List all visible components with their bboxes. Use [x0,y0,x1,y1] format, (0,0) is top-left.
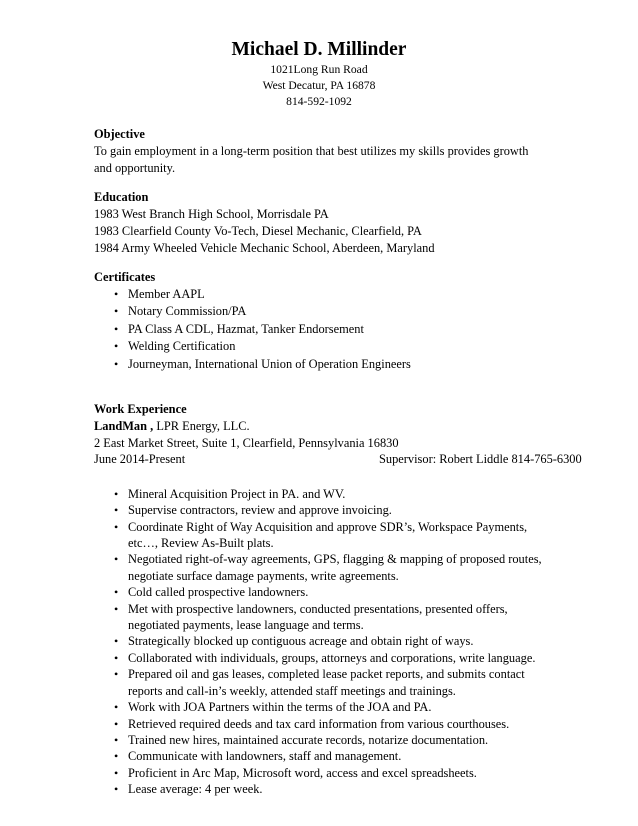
certificate-item: • Journeyman, International Union of Operation Engineers [94,356,638,372]
certificate-item: • Welding Certification [94,338,638,354]
certificate-item: • PA Class A CDL, Hazmat, Tanker Endorsement [94,321,638,337]
certificate-item: • Notary Commission/PA [94,303,638,319]
duty-item: • Proficient in Arc Map, Microsoft word, access and excel spreadsheets. [94,765,558,781]
resume-header [0,0,638,110]
education-item: 1984 Army Wheeled Vehicle Mechanic School, Aberdeen, Maryland [94,241,435,255]
certificates-section [94,269,638,372]
duty-item: • Lease average: 4 per week. [94,781,558,797]
duty-item: • Strategically blocked up contiguous acreage and obtain right of ways. [94,633,558,649]
objective-heading: Objective [94,127,145,141]
duty-item: • Communicate with landowners, staff and management. [94,748,558,764]
applicant-name: Michael D. Millinder [231,39,407,60]
work-experience-heading: Work Experience [94,402,187,417]
duty-item: • Cold called prospective landowners. [94,584,558,600]
job-dates: June 2014-Present [94,452,186,467]
certificates-heading: Certificates [94,270,156,284]
phone-number: 814-592-1092 [286,95,352,108]
employer-name: LPR Energy, LLC. [153,419,250,434]
duty-item: • Met with prospective landowners, conducted presentations, presented offers, negotiated payments, lease language and terms. [94,601,558,634]
objective-text: To gain employment in a long-term position that best utilizes my skills provides growth and opportunity. [94,144,529,175]
objective-section [94,126,638,177]
address-line-2: West Decatur, PA 16878 [262,79,376,92]
duty-item: • Prepared oil and gas leases, completed lease packet reports, and submits contact reports and call-in’s weekly, attended staff meetings and trainings. [94,666,558,699]
education-item: 1983 Clearfield County Vo-Tech, Diesel Mechanic, Clearfield, PA [94,224,422,238]
address-line-1: 1021Long Run Road [270,63,368,76]
duty-item: • Coordinate Right of Way Acquisition and approve SDR’s, Workspace Payments, etc…, Review As-Built plats. [94,519,558,552]
duty-item: • Retrieved required deeds and tax card information from various courthouses. [94,716,558,732]
education-heading: Education [94,190,149,204]
duty-item: • Supervise contractors, review and approve invoicing. [94,502,558,518]
duty-item: • Negotiated right-of-way agreements, GPS, flagging & mapping of proposed routes, negotiate surface damage payments, write agreements. [94,551,558,584]
education-item: 1983 West Branch High School, Morrisdale PA [94,207,329,221]
education-section [94,189,638,257]
job-dates-line [94,451,638,468]
certificate-item: • Member AAPL [94,286,638,302]
duty-item: • Collaborated with individuals, groups, attorneys and corporations, write language. [94,650,558,666]
duty-item: • Work with JOA Partners within the terms of the JOA and PA. [94,699,558,715]
work-experience-section [94,401,638,798]
duties-list [94,486,638,798]
duty-item: • Trained new hires, maintained accurate records, notarize documentation. [94,732,558,748]
certificates-list [94,286,638,372]
job-title-line [94,418,638,435]
duty-item: • Mineral Acquisition Project in PA. and WV. [94,486,558,502]
supervisor-info: Supervisor: Robert Liddle 814-765-6300 [379,452,582,467]
employer-address: 2 East Market Street, Suite 1, Clearfield, Pennsylvania 16830 [94,435,399,450]
job-title: LandMan , [94,419,154,434]
